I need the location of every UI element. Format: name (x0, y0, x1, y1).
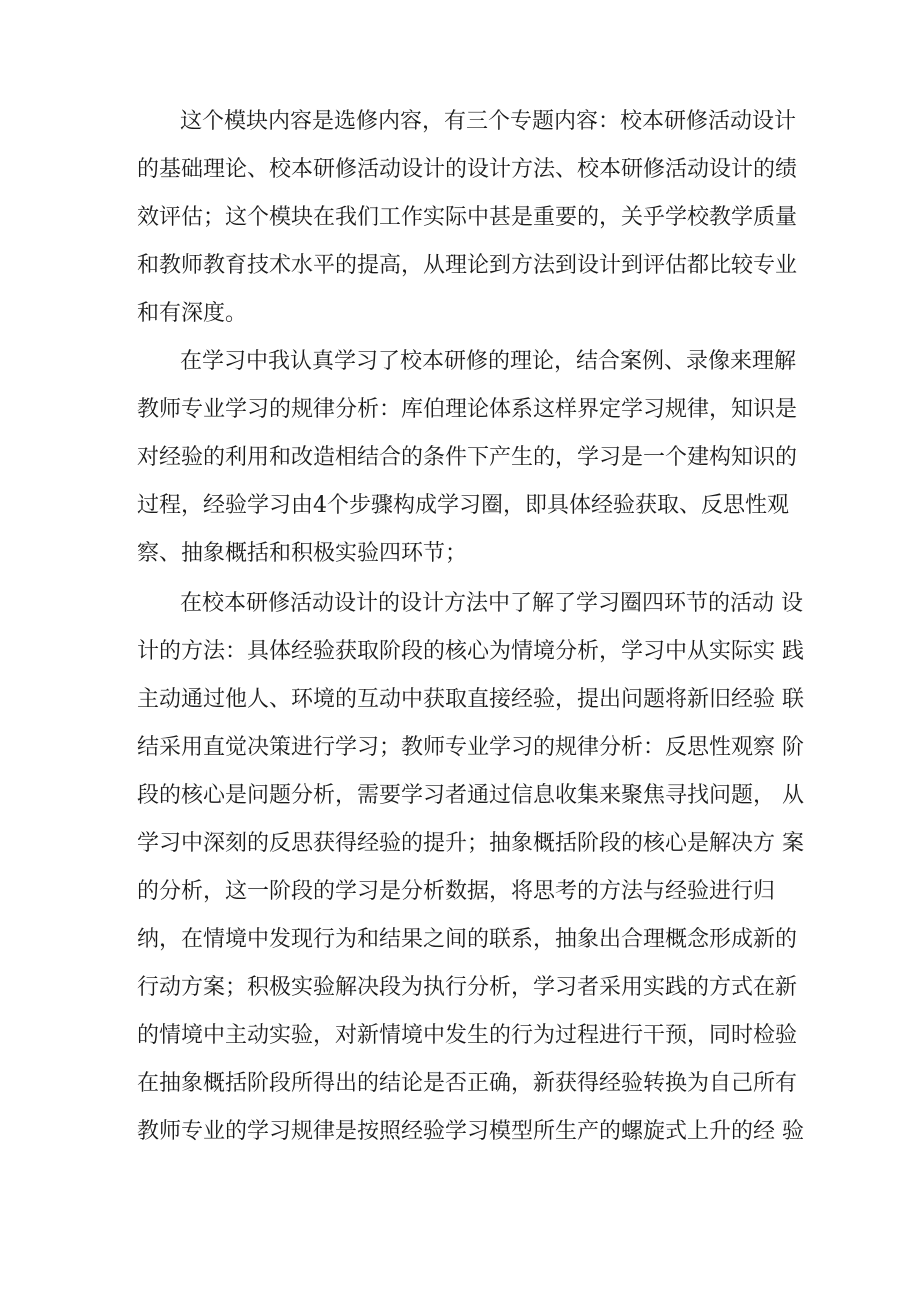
paragraph-3-line-2: 计的方法：具体经验获取阶段的核心为情境分析，学习中从实际实 践 (137, 639, 804, 664)
paragraph-2-line-2: 教师专业学习的规律分析：库伯理论体系这样界定学习规律，知识是 (137, 397, 798, 422)
paragraph-3-line-9: 行动方案；积极实验解决段为执行分析，学习者采用实践的方式在新 (137, 975, 798, 1000)
paragraph-2-line-1: 在学习中我认真学习了校本研修的理论，结合案例、录像来理解 (180, 349, 797, 374)
paragraph-3-line-7: 的分析，这一阶段的学习是分析数据，将思考的方法与经验进行归 (137, 879, 776, 904)
paragraph-3-line-6: 学习中深刻的反思获得经验的提升；抽象概括阶段的核心是解决方 案 (137, 831, 804, 856)
paragraph-3-line-5: 段的核心是问题分析，需要学习者通过信息收集来聚焦寻找问题， 从 (137, 783, 804, 808)
paragraph-1-line-3: 效评估；这个模块在我们工作实际中甚是重要的，关乎学校教学质量 (137, 205, 798, 230)
paragraph-1-line-4: 和教师教育技术水平的提高，从理论到方法到设计到评估都比较专业 (137, 253, 798, 278)
paragraph-1-line-5: 和有深度。 (137, 301, 248, 326)
paragraph-3-line-1: 在校本研修活动设计的设计方法中了解了学习圈四环节的活动 设 (180, 591, 803, 616)
paragraph-3-line-10: 的情境中主动实验，对新情境中发生的行为过程进行干预，同时检验 (137, 1023, 798, 1048)
paragraph-2-line-5: 察、抽象概括和积极实验四环节； (137, 541, 468, 566)
paragraph-3-line-3: 主动通过他人、环境的互动中获取直接经验，提出问题将新旧经验 联 (137, 687, 804, 712)
paragraph-1-line-1: 这个模块内容是选修内容，有三个专题内容：校本研修活动设计 (180, 109, 797, 134)
paragraph-3-line-12: 教师专业的学习规律是按照经验学习模型所生产的螺旋式上升的经 验 (137, 1119, 804, 1144)
paragraph-3-line-8: 纳，在情境中发现行为和结果之间的联系，抽象出合理概念形成新的 (137, 927, 798, 952)
paragraph-1-line-2: 的基础理论、校本研修活动设计的设计方法、校本研修活动设计的绩 (137, 157, 798, 182)
paragraph-2-line-4: 过程，经验学习由4个步骤构成学习圈，即具体经验获取、反思性观 (137, 493, 789, 518)
paragraph-3-line-4: 结采用直觉决策进行学习；教师专业学习的规律分析：反思性观察 阶 (137, 735, 804, 760)
paragraph-3-line-11: 在抽象概括阶段所得出的结论是否正确，新获得经验转换为自己所有 (137, 1071, 798, 1096)
paragraph-2-line-3: 对经验的利用和改造相结合的条件下产生的，学习是一个建构知识的 (137, 445, 798, 470)
